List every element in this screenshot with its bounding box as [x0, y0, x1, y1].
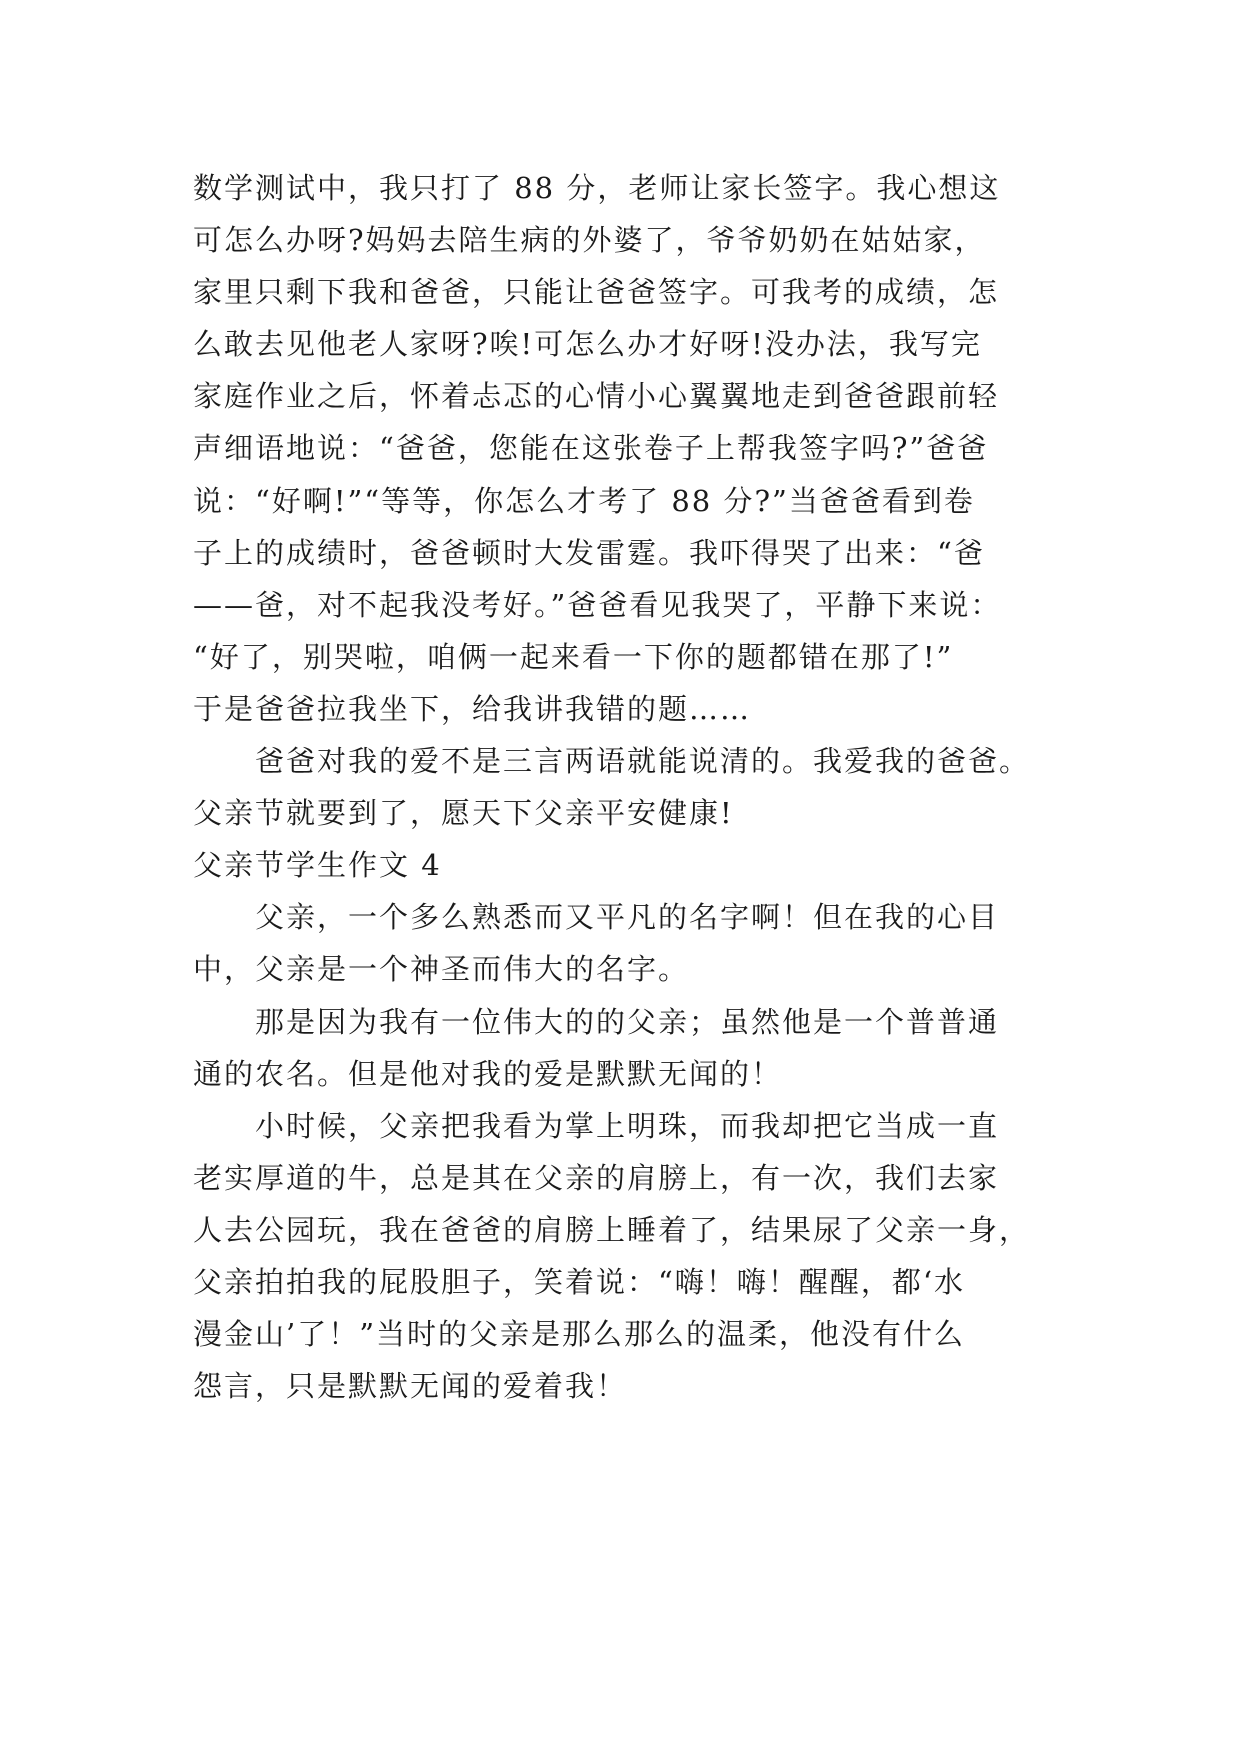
text-line: 家里只剩下我和爸爸，只能让爸爸签字。可我考的成绩，怎: [193, 275, 1000, 310]
text-line: 于是爸爸拉我坐下，给我讲我错的题……: [193, 691, 752, 726]
text-line: 声细语地说：“爸爸，您能在这张卷子上帮我签字吗?”爸爸: [193, 431, 989, 466]
paragraph-first-line: 那是因为我有一位伟大的的父亲；虽然他是一个普普通: [255, 1004, 1000, 1039]
text-line: 么敢去见他老人家呀?唉!可怎么办才好呀!没办法，我写完: [193, 327, 982, 362]
text-line: ——爸，对不起我没考好。”爸爸看见我哭了，平静下来说：: [193, 587, 1002, 622]
text-line: 通的农名。但是他对我的爱是默默无闻的！: [193, 1056, 783, 1091]
paragraph-first-line: 父亲，一个多么熟悉而又平凡的名字啊！但在我的心目: [255, 900, 1000, 935]
text-line: 家庭作业之后，怀着忐忑的心情小心翼翼地走到爸爸跟前轻: [193, 379, 1000, 414]
essay-body: [193, 162, 1073, 1412]
text-line: 父亲拍拍我的屁股胆子，笑着说：“嗨！嗨！醒醒，都‘水: [193, 1264, 966, 1299]
text-line: “好了，别哭啦，咱俩一起来看一下你的题都错在那了!”: [193, 639, 954, 674]
text-line: 说：“好啊!”“等等，你怎么才考了 88 分?”当爸爸看到卷: [193, 483, 975, 518]
paragraph-first-line: 爸爸对我的爱不是三言两语就能说清的。我爱我的爸爸。: [255, 744, 1031, 779]
paragraph-first-line: 小时候，父亲把我看为掌上明珠，而我却把它当成一直: [255, 1108, 1000, 1143]
text-line: 人去公园玩，我在爸爸的肩膀上睡着了，结果尿了父亲一身，: [193, 1212, 1031, 1247]
text-line: 父亲节就要到了，愿天下父亲平安健康!: [193, 796, 734, 831]
text-line: 子上的成绩时，爸爸顿时大发雷霆。我吓得哭了出来：“爸: [193, 535, 985, 570]
text-line: 父亲节学生作文 4: [193, 848, 442, 883]
text-line: 可怎么办呀?妈妈去陪生病的外婆了，爷爷奶奶在姑姑家，: [193, 223, 986, 258]
text-line: 中，父亲是一个神圣而伟大的名字。: [193, 952, 690, 987]
text-line: 漫金山’了！”当时的父亲是那么那么的温柔，他没有什么: [193, 1317, 966, 1352]
text-line: 怨言，只是默默无闻的爱着我！: [193, 1369, 628, 1404]
text-line: 数学测试中，我只打了 88 分，老师让家长签字。我心想这: [193, 171, 1001, 205]
text-line: 老实厚道的牛，总是其在父亲的肩膀上，有一次，我们去家: [193, 1160, 1000, 1195]
